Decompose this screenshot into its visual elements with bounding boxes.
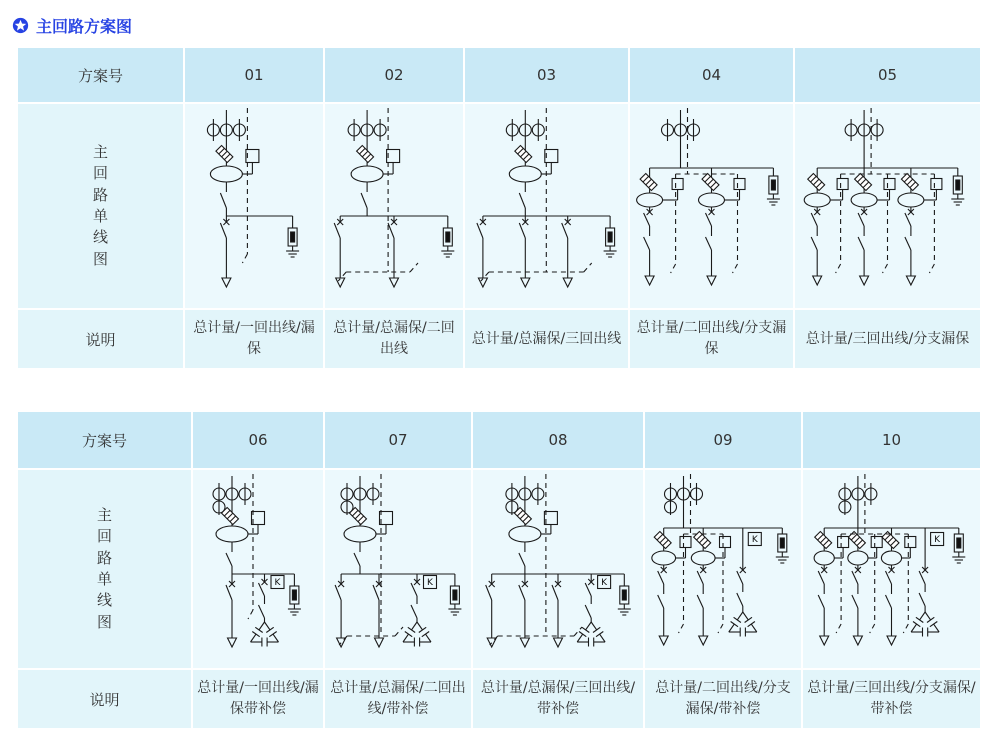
single-line-diagram <box>185 104 323 308</box>
scheme-number: 02 <box>325 48 463 102</box>
single-line-diagram <box>803 470 980 668</box>
diagram-cell-08 <box>473 470 643 668</box>
diagram-cell-10 <box>803 470 980 668</box>
diagram-cell-09 <box>645 470 801 668</box>
single-line-diagram <box>193 470 323 668</box>
scheme-number: 01 <box>185 48 323 102</box>
diagram-cell-03 <box>465 104 628 308</box>
description-cell-10: 总计量/三回出线/分支漏保/带补偿 <box>803 670 980 728</box>
diagram-cell-07 <box>325 470 471 668</box>
single-line-diagram <box>325 470 471 668</box>
svg-text:K: K <box>751 535 758 546</box>
scheme-table-1 <box>18 48 1000 368</box>
description-header: 说明 <box>18 310 183 368</box>
scheme-tables <box>18 48 1000 728</box>
diagram-cell-05 <box>795 104 980 308</box>
scheme-number: 03 <box>465 48 628 102</box>
description-cell-04: 总计量/二回出线/分支漏保 <box>630 310 793 368</box>
scheme-number: 08 <box>473 412 643 468</box>
description-cell-03: 总计量/总漏保/三回出线 <box>465 310 628 368</box>
scheme-id-header: 方案号 <box>18 48 183 102</box>
single-line-diagram <box>630 104 793 308</box>
scheme-id-header: 方案号 <box>18 412 191 468</box>
svg-text:K: K <box>934 535 941 546</box>
star-icon <box>12 17 29 34</box>
single-line-diagram <box>465 104 628 308</box>
diagram-cell-02 <box>325 104 463 308</box>
description-cell-02: 总计量/总漏保/二回出线 <box>325 310 463 368</box>
scheme-number: 05 <box>795 48 980 102</box>
scheme-number: 09 <box>645 412 801 468</box>
description-cell-07: 总计量/总漏保/二回出线/带补偿 <box>325 670 471 728</box>
scheme-table-2 <box>18 412 1000 728</box>
section-title <box>12 14 1000 37</box>
description-cell-08: 总计量/总漏保/三回出线/带补偿 <box>473 670 643 728</box>
diagram-cell-06 <box>193 470 323 668</box>
diagram-cell-04 <box>630 104 793 308</box>
scheme-number: 07 <box>325 412 471 468</box>
single-line-diagram-label: 主 回 路 单 线 图 <box>18 104 183 308</box>
section-title-text: 主回路方案图 <box>36 17 133 36</box>
scheme-number: 10 <box>803 412 980 468</box>
single-line-diagram <box>645 470 801 668</box>
description-cell-09: 总计量/二回出线/分支漏保/带补偿 <box>645 670 801 728</box>
svg-text:K: K <box>601 578 608 589</box>
single-line-diagram <box>325 104 463 308</box>
description-cell-05: 总计量/三回出线/分支漏保 <box>795 310 980 368</box>
single-line-diagram <box>795 104 980 308</box>
single-line-diagram-label: 主 回 路 单 线 图 <box>18 470 191 668</box>
scheme-number: 04 <box>630 48 793 102</box>
svg-text:K: K <box>274 578 281 589</box>
diagram-cell-01 <box>185 104 323 308</box>
scheme-number: 06 <box>193 412 323 468</box>
description-header: 说明 <box>18 670 191 728</box>
svg-text:K: K <box>427 578 433 589</box>
description-cell-06: 总计量/一回出线/漏保带补偿 <box>193 670 323 728</box>
single-line-diagram <box>473 470 643 668</box>
description-cell-01: 总计量/一回出线/漏保 <box>185 310 323 368</box>
